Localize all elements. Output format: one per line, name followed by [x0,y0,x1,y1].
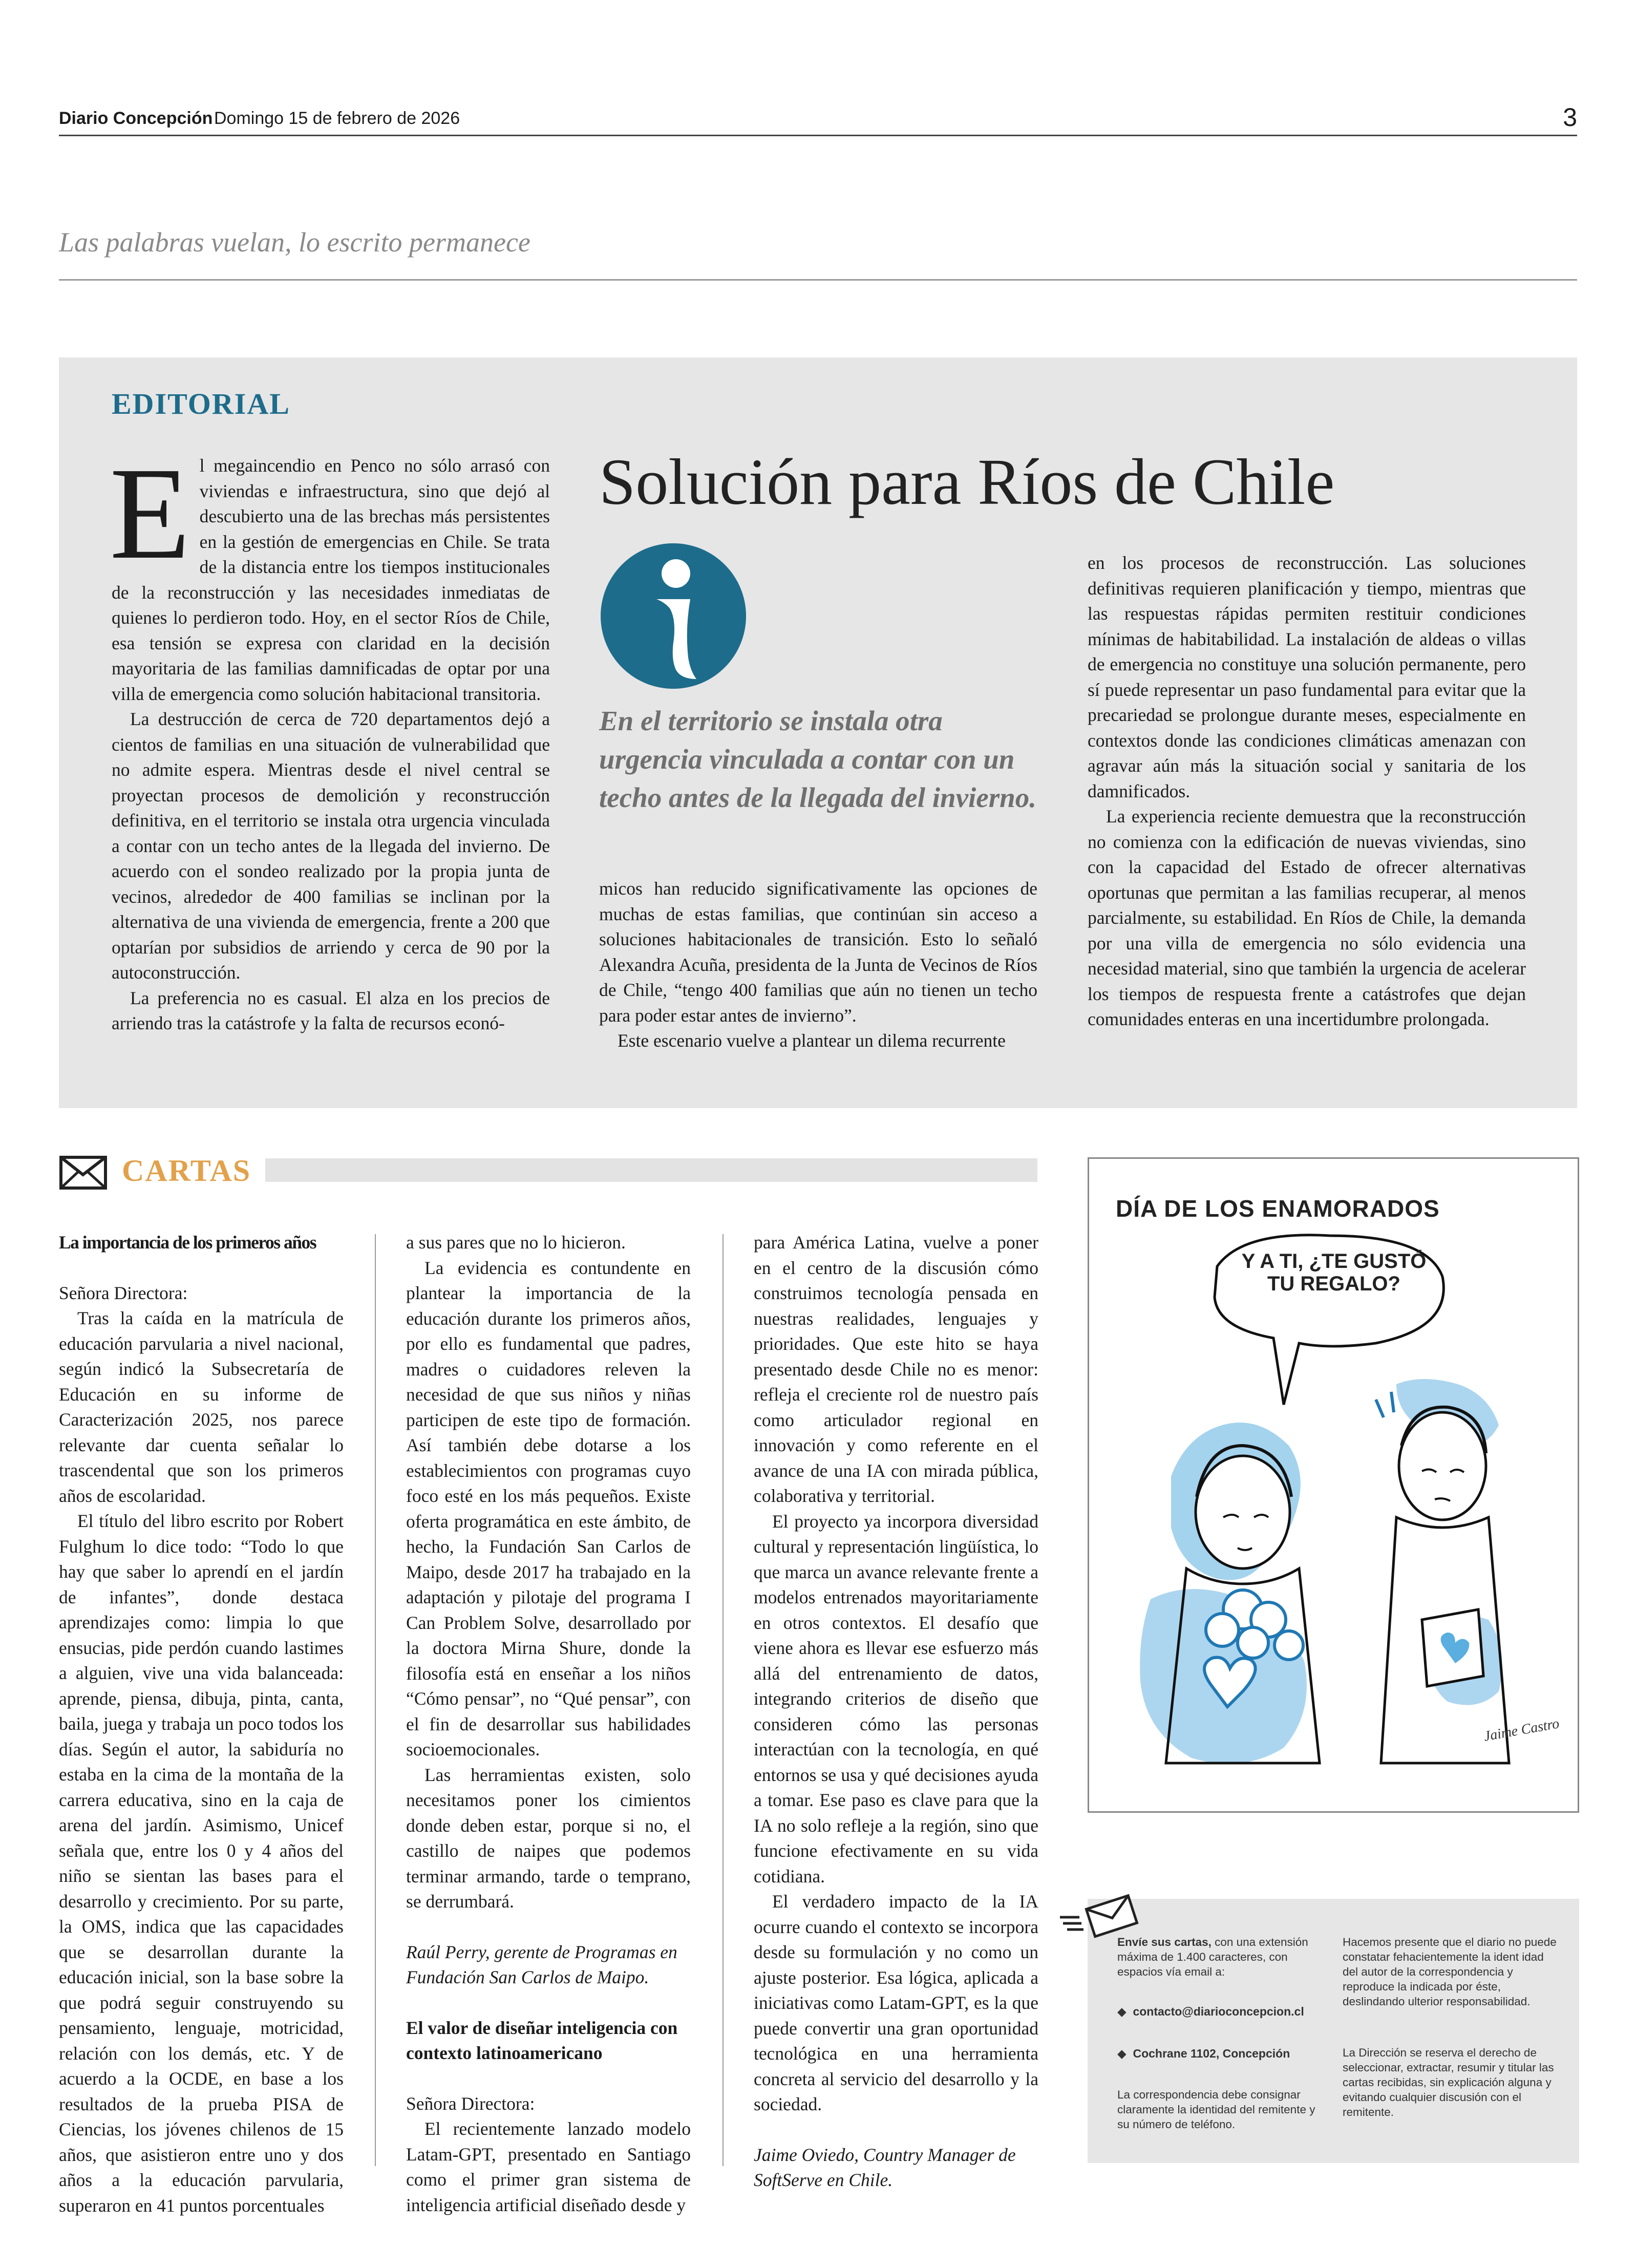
letter-salutation: Señora Directora: [59,1282,188,1303]
editorial-paragraph: La preferencia no es casual. El alza en los precios de arriendo tras la catástrofe y la falta de recursos econó- [112,987,550,1033]
column-divider [723,1234,724,2166]
editorial-column-1 [110,440,550,1036]
contact-address [1117,2046,1290,2061]
contact-disclaimer-1: Hacemos presente que el diario no puede constatar fehacientemente la ident idad del autor de la correspondencia y reproduce la indicada por éste, deslindando ulterior responsabilidad. [1343,1936,1557,2008]
letter-paragraph: El recientemente lanzado modelo Latam-GPT, presentado en Santiago como el primer gran sistema de inteligencia artificial diseñado desde y [406,2118,691,2215]
diamond-bullet-icon: ◆ [1117,2047,1133,2060]
letter-paragraph: para América Latina, vuelve a poner en el centro de la discusión cómo construimos tecnología pensada en nuestras realidades, lenguajes y prioridades. Que este hito se haya presentado desde Chile no es menor: refleja el creciente rol de nuestro país como articulador regional en innovación y como referente en el avance de una IA con mirada pública, colaborativa y territorial. [754,1232,1038,1506]
issue-date: Domingo 15 de febrero de 2026 [214,109,460,128]
flying-envelope-icon [1055,1891,1142,1940]
cartoon-panel [1088,1157,1579,1813]
contact-instructions [1117,1935,1330,1979]
cartas-header-bar [265,1158,1037,1182]
header-rule [59,135,1577,136]
letter-paragraph: Las herramientas existen, solo necesitamos poner los cimientos donde deben estar, porque si no, el castillo de naipes que podemos terminar armando, tarde o temprano, se derrumbará. [406,1764,691,1912]
contact-address-text: Cochrane 1102, Concepción [1133,2047,1290,2060]
diamond-bullet-icon: ◆ [1117,2005,1133,2018]
contact-email[interactable] [1117,2004,1304,2019]
cartoonist-signature: Jaime Castro [1482,1715,1561,1745]
editorial-column-3 [1088,550,1526,1032]
editorial-paragraph: Este escenario vuelve a plantear un dilema recurrente [618,1030,1006,1051]
editorial-title: Solución para Ríos de Chile [599,446,1335,518]
editorial-paragraph: micos han reducido significativamente las opciones de muchas de estas familias, que continúan sin acceso a soluciones habitacionales de transición. Esto lo señaló Alexandra Acuña, presidenta de la Junta de Vecinos de Ríos de Chile, “tengo 400 familias que aún no tienen un techo para poder estar antes de invierno”. [599,878,1037,1026]
letters-column-1 [59,1230,344,2218]
envelope-icon [59,1155,108,1190]
letter-salutation: Señora Directora: [406,2093,535,2114]
letter-paragraph: El título del libro escrito por Robert Fulghum lo dice todo: “Todo lo que hay que saber lo aprendí en el jardín de infantes”, donde destaca aprendizajes como: limpia lo que ensucias, pide perdón cuando lastimes a alguien, vive una vida balanceada: aprende, piensa, dibuja, pinta, canta, baila, juega y trabaja un poco todos los días. Según el autor, la sabiduría no estaba en la cima de la montaña de la carrera educativa, sino en la caja de arena del jardín. Asimismo, Unicef señala que, entre los 0 y 4 años del niño se sientan las bases para el desarrollo y crecimiento. Por su parte, la OMS, indica que las capacidades que se desarrollan durante la educación inicial, son la base sobre la que podrá seguir construyendo su pensamiento, lenguaje, motricidad, relación con los demás, etc. Y de acuerdo a la OCDE, en base a los resultados de la prueba PISA de Ciencias, los jóvenes chilenos de 15 años, que asistieron entre uno y dos años a la educación parvularia, superaron en 41 puntos porcentuales [59,1511,344,2216]
letter-title: La importancia de los primeros años [59,1232,316,1253]
letter-paragraph: a sus pares que no lo hicieron. [406,1232,626,1253]
editorial-paragraph: l megaincendio en Penco no sólo arrasó con viviendas e infraestructura, sino que dejó al descubierto una de las brechas más persistentes en la gestión de emergencias en Chile. Se trata de la distancia entre los tiempos institucionales de la reconstrucción y las necesidades inmediatas de quienes lo perdieron todo. Hoy, en el sector Ríos de Chile, esa tensión se expresa con claridad en la decisión mayoritaria de las familias damnificadas de optar por una villa de emergencia como solución habitacional transitoria. [112,455,550,704]
editorial-paragraph: en los procesos de reconstrucción. Las soluciones definitivas requieren planificación y tiempo, mientras que las respuestas rápidas permiten restituir condiciones mínimas de habitabilidad. La instalación de aldeas o villas de emergencia no constituye una solución permanente, pero sí puede representar un paso fundamental para evitar que la precariedad se prolongue durante meses, especialmente en contextos donde las condiciones climáticas amenazan con agravar aún más la situación social y sanitaria de los damnificados. [1088,553,1526,801]
contact-disclaimer-2: La Dirección se reserva el derecho de seleccionar, extractar, resumir y titular las cartas recibidas, sin explicación alguna y evitando cualquier discusión con el remitente. [1343,2046,1554,2118]
drop-cap: E [110,440,190,586]
letter-signature: Raúl Perry, gerente de Programas en Fundación San Carlos de Maipo. [406,1941,677,1987]
newspaper-name: Diario Concepción [59,109,213,128]
letters-column-3 [754,1230,1038,2193]
cartas-label: CARTAS [122,1154,251,1188]
section-tagline: Las palabras vuelan, lo escrito permanece [59,227,530,258]
editorial-pull-quote: En el territorio se instala otra urgencia vinculada a contar con un techo antes de la llegada del invierno. [599,705,1036,813]
editorial-paragraph: La experiencia reciente demuestra que la reconstrucción no comienza con la edificación de nuevas viviendas, sino con la capacidad del Estado de ofrecer alternativas oportunas que permitan a las familias recuperar, al menos parcialmente, su estabilidad. En Ríos de Chile, la demanda por una villa de emergencia no sólo evidencia una necesidad material, sino que también la urgencia de acelerar los tiempos de respuesta frente a catástrofes que dejan comunidades enteras en una incertidumbre prolongada. [1088,806,1526,1029]
contact-note: La correspondencia debe consignar claramente la identidad del remitente y su número de teléfono. [1117,2088,1315,2131]
info-icon [599,542,748,690]
contact-instructions-bold: Envíe sus cartas, [1117,1936,1212,1948]
editorial-column-2 [599,876,1037,1054]
letter-signature: Jaime Oviedo, Country Manager de SoftServe en Chile. [754,2144,1016,2190]
letter-paragraph: El verdadero impacto de la IA ocurre cuando el contexto se incorpora desde su formulación y no como un ajuste posterior. Esa lógica, aplicada a iniciativas como Latam-GPT, es la que puede convertir una gran oportunidad tecnológica en una herramienta concreta al servicio del desarrollo y la sociedad. [754,1891,1038,2114]
speech-bubble-text: Y A TI, ¿TE GUSTÓ TU REGALO? [1241,1250,1427,1295]
cartoon-title: DÍA DE LOS ENAMORADOS [1116,1195,1440,1222]
editorial-paragraph: La destrucción de cerca de 720 departamentos dejó a cientos de familias en una situación de vulnerabilidad que no admite espera. Mientras desde el nivel central se proyectan procesos de demolición y reconstrucción definitiva, en el territorio se instala otra urgencia vinculada a contar con un techo antes de la llegada del invierno. De acuerdo con el sondeo realizado por la propia junta de vecinos, alrededor de 400 familias se inclinan por la alternativa de una vivienda de emergencia, frente a 200 que optarían por subsidios de arriendo y cerca de 90 por la autoconstrucción. [112,709,550,983]
column-divider [375,1234,376,2166]
tagline-rule [59,279,1577,281]
letter-title: El valor de diseñar inteligencia con contexto latinoamericano [406,2017,678,2063]
letter-paragraph: El proyecto ya incorpora diversidad cultural y representación lingüística, lo que marca un avance relevante frente a modelos entrenados mayoritariamente en otros contextos. El desafío que viene ahora es llevar ese esfuerzo más allá del entrenamiento de datos, integrando criterios de diseño que consideren cómo las personas interactúan con la tecnología, en qué entornos se usa y qué decisiones ayuda a tomar. Ese paso es clave para que la IA no solo refleje a la región, sino que funcione efectivamente en su vida cotidiana. [754,1511,1038,1887]
contact-instructions-text: con una extensión máxima de 1.400 caracteres, con espacios vía email a: [1117,1936,1308,1978]
editorial-label: EDITORIAL [112,387,290,420]
letter-paragraph: La evidencia es contundente en plantear la importancia de la educación durante los primeros años, por ello es fundamental que padres, madres o cuidadores releven la necesidad de que sus niños y niñas participen de este tipo de formación. Así también debe dotarse a los establecimientos con programas cuyo foco esté en los más pequeños. Existe oferta programática en este ámbito, de hecho, la Fundación San Carlos de Maipo, desde 2017 ha trabajado en la adaptación y pilotaje del programa I Can Problem Solve, desarrollado por la doctora Mirna Shure, donde la filosofía está en enseñar a los niños “Cómo pensar”, no “Qué pensar”, con el fin de desarrollar sus habilidades socioemocionales. [406,1257,691,1760]
letter-paragraph: Tras la caída en la matrícula de educación parvularia a nivel nacional, según indicó la Subsecretaría de Educación en su informe de Caracterización 2025, nos parece relevante dar cuenta señalar lo trascendental que son los primeros años de escolaridad. [59,1308,344,1506]
contact-email-text[interactable]: contacto@diarioconcepcion.cl [1133,2005,1304,2018]
letters-column-2 [406,1230,691,2218]
page-number: 3 [1563,103,1577,132]
